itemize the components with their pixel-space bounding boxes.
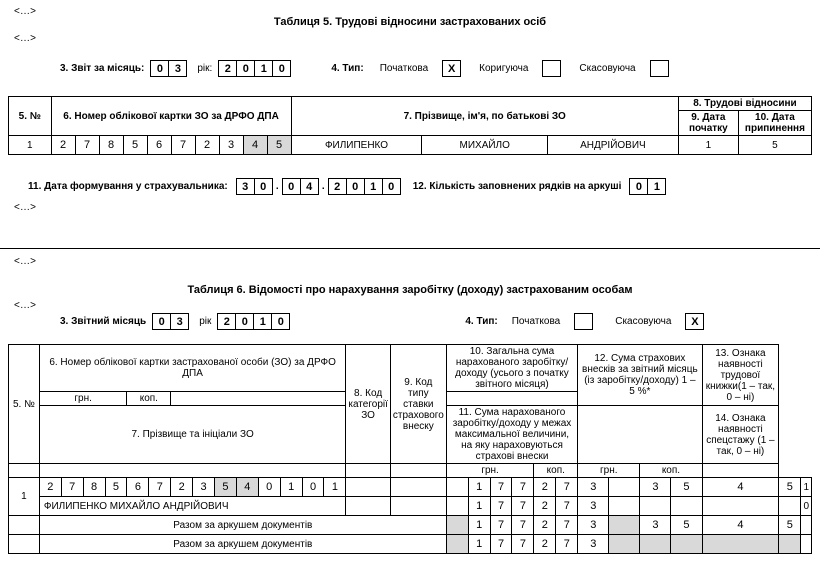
table5-data-row <box>9 136 812 155</box>
ellipsis-divider: <...> <box>14 256 37 267</box>
totals-contrib-kop-digit: 4 <box>702 516 779 535</box>
table6-data-row-top <box>9 478 812 497</box>
table6-header-labor-book: 13. Ознака наявності трудової книжки(1 – так, 0 – ні) <box>702 345 779 406</box>
table5-header-labor: 8. Трудові відносини <box>678 97 811 111</box>
table6-type-option-label-2: Скасовуюча <box>615 316 672 327</box>
table5-formation-label: 11. Дата формування у страхувальника: <box>28 181 228 192</box>
within-uah-digit[interactable]: 1 <box>468 497 490 516</box>
card-digit[interactable]: 6 <box>127 478 149 497</box>
table6-header-within: 11. Сума нарахованого заробітку/доходу у межах максимальної величини, на яку нараховуються страхові внески <box>446 406 577 464</box>
card-digit[interactable]: 8 <box>83 478 105 497</box>
table6-report-month-label: 3. Звітний місяць <box>60 316 147 327</box>
total-uah-digit[interactable]: 7 <box>512 478 534 497</box>
month-digit[interactable]: 0 <box>152 313 171 330</box>
table6-header-cat: 8. Код категорії ЗО <box>346 345 391 464</box>
table5-year-boxes[interactable] <box>218 60 291 77</box>
totals-flag-blank <box>801 516 812 535</box>
table5-footer-row <box>28 178 666 195</box>
table6-subheader-row <box>9 464 812 478</box>
table6-header-row-1 <box>9 345 812 392</box>
contrib-kop-digit[interactable]: 5 <box>779 478 801 497</box>
totals-total-kop-digit: 7 <box>556 516 578 535</box>
rate-digit[interactable] <box>390 478 446 497</box>
formation-month-digit[interactable]: 4 <box>300 178 319 195</box>
year-digit[interactable]: 0 <box>235 313 254 330</box>
table5-header-num: 5. № <box>9 97 52 136</box>
table6-sub-blank-cat <box>346 464 391 478</box>
table6-fio-value[interactable]: ФИЛИПЕНКО МИХАЙЛО АНДРІЙОВИЧ <box>39 497 346 516</box>
formation-year-digit[interactable]: 0 <box>346 178 365 195</box>
table6-type-checkbox-1[interactable] <box>574 313 593 330</box>
ellipsis-top: <...> <box>14 6 37 17</box>
table6-special-value[interactable]: 0 <box>801 497 812 516</box>
card-digit[interactable]: 5 <box>267 136 291 155</box>
contrib2-digit[interactable] <box>671 497 702 516</box>
totals2-label: Разом за аркушем документів <box>39 535 446 554</box>
table6-header-card: 6. Номер облікової картки застрахованої особи (ЗО) за ДРФО ДПА <box>39 345 346 392</box>
table6-year-label: рік <box>199 316 212 327</box>
table5-type-checkbox-1[interactable]: X <box>442 60 461 77</box>
formation-year-digit[interactable]: 1 <box>364 178 383 195</box>
year-digit[interactable]: 2 <box>218 60 237 77</box>
card-digit[interactable]: 0 <box>258 478 280 497</box>
totals-total-uah-digit: 7 <box>490 516 512 535</box>
date-separator-dot: . <box>275 181 279 192</box>
card-digit[interactable]: 2 <box>39 478 61 497</box>
card-digit[interactable]: 2 <box>171 478 193 497</box>
card-digit[interactable]: 1 <box>324 478 346 497</box>
totals2-total-uah-digit: 7 <box>490 535 512 554</box>
table6-labor-book-value[interactable]: 1 <box>801 478 812 497</box>
card-digit[interactable]: 3 <box>193 478 215 497</box>
formation-day-boxes[interactable] <box>236 178 273 195</box>
table6-totals-row <box>9 516 812 535</box>
table6-totals-row-2 <box>9 535 812 554</box>
table5-header-end: 10. Дата припинення <box>738 111 811 136</box>
formation-month-digit[interactable]: 0 <box>282 178 301 195</box>
table6-sub-contrib-kop: коп. <box>640 464 702 478</box>
table5-report-month-boxes[interactable] <box>150 60 187 77</box>
table6-header-special: 14. Ознака наявності спецстажу (1 – так, 0 – ні) <box>702 406 779 464</box>
table6-header-total: 10. Загальна сума нарахованого заробітку/доходу (усього з початку звітного місяця) <box>446 345 577 392</box>
totals2-contrib-digit <box>640 535 671 554</box>
within-kop-digit[interactable]: 7 <box>556 497 578 516</box>
table6-sub-within-uah: грн. <box>446 464 534 478</box>
card-digit[interactable]: 2 <box>51 136 75 155</box>
card-digit[interactable]: 7 <box>149 478 171 497</box>
totals-num-blank <box>9 516 40 535</box>
totals-contrib-uah-digit: 3 <box>640 516 671 535</box>
table6-header-num: 5. № <box>9 345 40 464</box>
table5-grid <box>8 96 812 155</box>
year-digit[interactable]: 1 <box>253 313 272 330</box>
formation-year-digit[interactable]: 0 <box>382 178 401 195</box>
card-digit[interactable]: 1 <box>280 478 302 497</box>
formation-day-digit[interactable]: 3 <box>236 178 255 195</box>
table6-meta-row <box>60 313 812 330</box>
table6-sub-contrib-uah: грн. <box>578 464 640 478</box>
contrib2-digit[interactable] <box>779 497 801 516</box>
contrib2-digit[interactable] <box>640 497 671 516</box>
table6-header-total-uah: грн. <box>39 392 127 406</box>
table5-type-checkbox-3[interactable] <box>650 60 669 77</box>
card-digit[interactable]: 5 <box>215 478 237 497</box>
card-digit[interactable]: 7 <box>61 478 83 497</box>
totals2-flag-blank <box>801 535 812 554</box>
table5-report-month-label: 3. Звіт за місяць: <box>60 63 145 74</box>
totals-contrib-uah-digit: 5 <box>671 516 702 535</box>
contrib-uah-digit[interactable]: 3 <box>640 478 671 497</box>
table6-year-boxes[interactable] <box>217 313 290 330</box>
table5-end-value[interactable]: 5 <box>738 136 811 155</box>
rows-count-boxes[interactable] <box>629 178 666 195</box>
card-digit[interactable]: 0 <box>302 478 324 497</box>
totals2-total-uah-digit: 1 <box>468 535 490 554</box>
table6-header-rate: 9. Код типу ставки страхового внеску <box>390 345 446 464</box>
table6-type-label: 4. Тип: <box>465 316 498 327</box>
cat-digit-2[interactable] <box>346 497 391 516</box>
totals2-total-kop-digit: 7 <box>556 535 578 554</box>
table5-rows-count-label: 12. Кількість заповнених рядків на аркуші <box>412 181 622 192</box>
rate-digit-2[interactable] <box>390 497 446 516</box>
totals2-contrib-digit <box>671 535 702 554</box>
totals2-total-uah-digit <box>446 535 468 554</box>
table6-title: Таблиця 6. Відомості про нарахування заробітку (доходу) застрахованим особам <box>187 284 633 296</box>
card-digit[interactable]: 7 <box>171 136 195 155</box>
totals-contrib-kop-digit: 5 <box>779 516 801 535</box>
cat-digit[interactable] <box>346 478 391 497</box>
table6-type-checkbox-2[interactable]: X <box>685 313 704 330</box>
total-uah-digit[interactable]: 7 <box>490 478 512 497</box>
table5-type-option-label-2: Коригуюча <box>479 63 529 74</box>
total-kop-digit[interactable]: 3 <box>578 478 609 497</box>
table6-header-total-kop: коп. <box>127 392 171 406</box>
table5-row-num: 1 <box>9 136 52 155</box>
within-kop-digit[interactable]: 3 <box>578 497 609 516</box>
year-digit[interactable]: 2 <box>217 313 236 330</box>
table5-header-row-1 <box>9 97 812 111</box>
section-divider <box>0 248 820 249</box>
table6-grid <box>8 344 812 554</box>
formation-year-digit[interactable]: 2 <box>328 178 347 195</box>
card-digit[interactable]: 4 <box>236 478 258 497</box>
table6-type-option-label-1: Початкова <box>511 316 561 327</box>
card-digit[interactable]: 7 <box>75 136 99 155</box>
contrib-uah-digit[interactable] <box>609 478 640 497</box>
totals2-contrib-digit <box>609 535 640 554</box>
totals2-num-blank <box>9 535 40 554</box>
table6-sub-blank-num <box>9 464 40 478</box>
table5-header-start: 9. Дата початку <box>678 111 738 136</box>
formation-day-digit[interactable]: 0 <box>254 178 273 195</box>
table5-type-option-label-3: Скасовуюча <box>579 63 636 74</box>
total-uah-digit[interactable] <box>446 478 468 497</box>
totals2-contrib-digit <box>702 535 779 554</box>
month-digit[interactable]: 3 <box>168 60 187 77</box>
ellipsis-after-table5: <...> <box>14 202 37 213</box>
totals-total-kop-digit: 3 <box>578 516 609 535</box>
table6-sub-blank-rate <box>390 464 446 478</box>
totals-total-uah-digit: 1 <box>468 516 490 535</box>
table6-sub-blank-flag <box>702 464 779 478</box>
totals2-contrib-digit <box>779 535 801 554</box>
card-digit[interactable]: 5 <box>123 136 147 155</box>
table5-patronymic[interactable]: АНДРІЙОВИЧ <box>547 136 678 155</box>
within-uah-digit[interactable]: 7 <box>512 497 534 516</box>
table5-title: Таблиця 5. Трудові відносини застрахованих осіб <box>273 16 547 28</box>
month-digit[interactable]: 3 <box>170 313 189 330</box>
within-uah-digit[interactable]: 2 <box>534 497 556 516</box>
table5-header-card: 6. Номер облікової картки ЗО за ДРФО ДПА <box>51 97 291 136</box>
table6-sub-blank-card <box>39 464 346 478</box>
contrib2-digit[interactable] <box>702 497 779 516</box>
totals-total-uah-digit: 2 <box>534 516 556 535</box>
totals-total-uah-digit: 7 <box>512 516 534 535</box>
table5-surname[interactable]: ФИЛИПЕНКО <box>291 136 422 155</box>
year-digit[interactable]: 0 <box>236 60 255 77</box>
table6-data-row-bottom <box>9 497 812 516</box>
table6-header-fio: 7. Прізвище та ініціали ЗО <box>39 406 346 464</box>
totals-total-uah-digit <box>446 516 468 535</box>
total-kop-digit[interactable]: 7 <box>556 478 578 497</box>
table5-type-checkbox-2[interactable] <box>542 60 561 77</box>
totals2-total-uah-digit: 2 <box>534 535 556 554</box>
card-digit[interactable]: 4 <box>243 136 267 155</box>
within-uah-digit[interactable] <box>446 497 468 516</box>
card-digit[interactable]: 3 <box>219 136 243 155</box>
card-digit[interactable]: 8 <box>99 136 123 155</box>
table6-sub-within-kop: коп. <box>534 464 578 478</box>
table5-start-value[interactable]: 1 <box>678 136 738 155</box>
table5-type-option-label-1: Початкова <box>379 63 429 74</box>
year-digit[interactable]: 0 <box>272 60 291 77</box>
table5-type-label: 4. Тип: <box>331 63 364 74</box>
ellipsis-table6: <...> <box>14 300 37 311</box>
contrib-kop-digit[interactable]: 4 <box>702 478 779 497</box>
totals-label: Разом за аркушем документів <box>39 516 446 535</box>
totals2-total-kop-digit: 3 <box>578 535 609 554</box>
ellipsis-table5: <...> <box>14 33 37 44</box>
table5-name[interactable]: МИХАЙЛО <box>422 136 547 155</box>
card-digit[interactable]: 2 <box>195 136 219 155</box>
table6-report-month-boxes[interactable] <box>152 313 189 330</box>
year-digit[interactable]: 0 <box>271 313 290 330</box>
card-digit[interactable]: 6 <box>147 136 171 155</box>
formation-year-boxes[interactable] <box>328 178 401 195</box>
table5-year-label: рік: <box>197 63 213 74</box>
table5-header-fio: 7. Прізвище, ім'я, по батькові ЗО <box>291 97 678 136</box>
contrib2-digit[interactable] <box>609 497 640 516</box>
table6-header-contrib: 12. Сума страхових внесків за звітний місяць (із заробітку/доходу) 1 – 5 %* <box>578 345 702 406</box>
within-uah-digit[interactable]: 7 <box>490 497 512 516</box>
table5-meta-row <box>60 60 669 77</box>
table6-row-num: 1 <box>9 478 40 516</box>
formation-month-boxes[interactable] <box>282 178 319 195</box>
date-separator-dot: . <box>321 181 325 192</box>
totals2-total-uah-digit: 7 <box>512 535 534 554</box>
total-uah-digit[interactable]: 1 <box>468 478 490 497</box>
month-digit[interactable]: 0 <box>150 60 169 77</box>
contrib-uah-digit[interactable]: 5 <box>671 478 702 497</box>
totals-contrib-uah-digit <box>609 516 640 535</box>
rows-count-digit[interactable]: 1 <box>647 178 666 195</box>
total-uah-digit[interactable]: 2 <box>534 478 556 497</box>
year-digit[interactable]: 1 <box>254 60 273 77</box>
rows-count-digit[interactable]: 0 <box>629 178 648 195</box>
card-digit[interactable]: 5 <box>105 478 127 497</box>
